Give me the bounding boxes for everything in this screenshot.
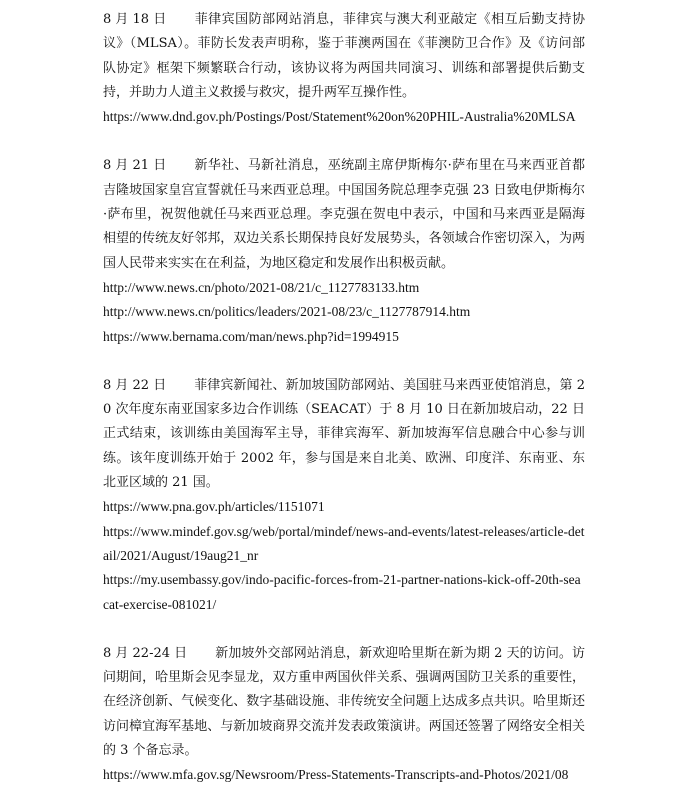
entry-body [103,642,585,763]
source-link[interactable]: https://www.pna.gov.ph/articles/1151071 [103,499,325,515]
source-link[interactable]: http://www.news.cn/photo/2021-08/21/c_1127783133.htm [103,279,420,295]
source-link[interactable]: https://www.dnd.gov.ph/Postings/Post/Statement%20on%20PHIL-Australia%20MLSA [103,109,576,125]
entry-date: 8 月 22 日 [103,377,167,393]
entry-date: 8 月 21 日 [103,158,167,174]
news-entry [103,0,585,129]
source-link[interactable]: https://www.mindef.gov.sg/web/portal/mindef/news-and-events/latest-releases/article-detail/2021/August/19aug21_nr [103,523,585,563]
entry-text: 新华社、马新社消息，巫统副主席伊斯梅尔·萨布里在马来西亚首都吉隆坡国家皇宫宣誓就任马来西亚总理。中国国务院总理李克强 23 日致电伊斯梅尔·萨布里，祝贺他就任马来西亚总理。李克强在贺电中表示，中国和马来西亚是隔海相望的传统友好邻邦，双边关系长期保持良好发展势头，各领域合作密切深入，为两国人民带来实实在在利益，为地区稳定和发展作出积极贡献。 [103,158,585,271]
entry-date: 8 月 18 日 [103,12,167,27]
entry-body [103,374,585,495]
entry-text: 新加坡外交部网站消息，新欢迎哈里斯在新为期 2 天的访问。访问期间，哈里斯会见李显龙，双方重申两国伙伴关系、强调两国防卫关系的重要性，在经济创新、气候变化、数字基础设施、非传统安全问题上达成多点共识。哈里斯还访问樟宜海军基地、与新加坡商界交流并发表政策演讲。两国还签署了网络安全相关的 3 个备忘录。 [103,645,585,759]
entry-text: 菲律宾国防部网站消息，菲律宾与澳大利亚敲定《相互后勤支持协议》（MLSA）。菲防长发表声明称，鉴于菲澳两国在《菲澳防卫合作》及《访问部队协定》框架下频繁联合行动，该协议将为两国共同演习、训练和部署提供后勤支持，并助力人道主义救援与救灾，提升两军互操作性。 [103,12,585,100]
source-link[interactable]: https://my.usembassy.gov/indo-pacific-forces-from-21-partner-nations-kick-off-20th-seacat-exercise-081021/ [103,572,581,612]
news-entry [103,374,585,617]
document-page [103,0,585,788]
entry-body [103,8,585,105]
entry-body [103,154,585,275]
source-link[interactable]: https://www.bernama.com/man/news.php?id=1994915 [103,328,399,344]
entry-date: 8 月 22-24 日 [103,645,188,661]
news-entry [103,154,585,348]
source-link[interactable]: https://www.mfa.gov.sg/Newsroom/Press-Statements-Transcripts-and-Photos/2021/08 [103,767,569,783]
source-link[interactable]: http://www.news.cn/politics/leaders/2021-08/23/c_1127787914.htm [103,304,471,320]
entry-text: 菲律宾新闻社、新加坡国防部网站、美国驻马来西亚使馆消息，第 20 次年度东南亚国家多边合作训练（SEACAT）于 8 月 10 日在新加坡启动，22 日正式结束，该训练由美国海军主导，菲律宾海军、新加坡海军信息融合中心参与训练。该年度训练开始于 2002 年，参与国是来自北美、欧洲、印度洋、东南亚、东北亚区域的 21 国。 [103,377,585,491]
news-entry [103,642,585,788]
